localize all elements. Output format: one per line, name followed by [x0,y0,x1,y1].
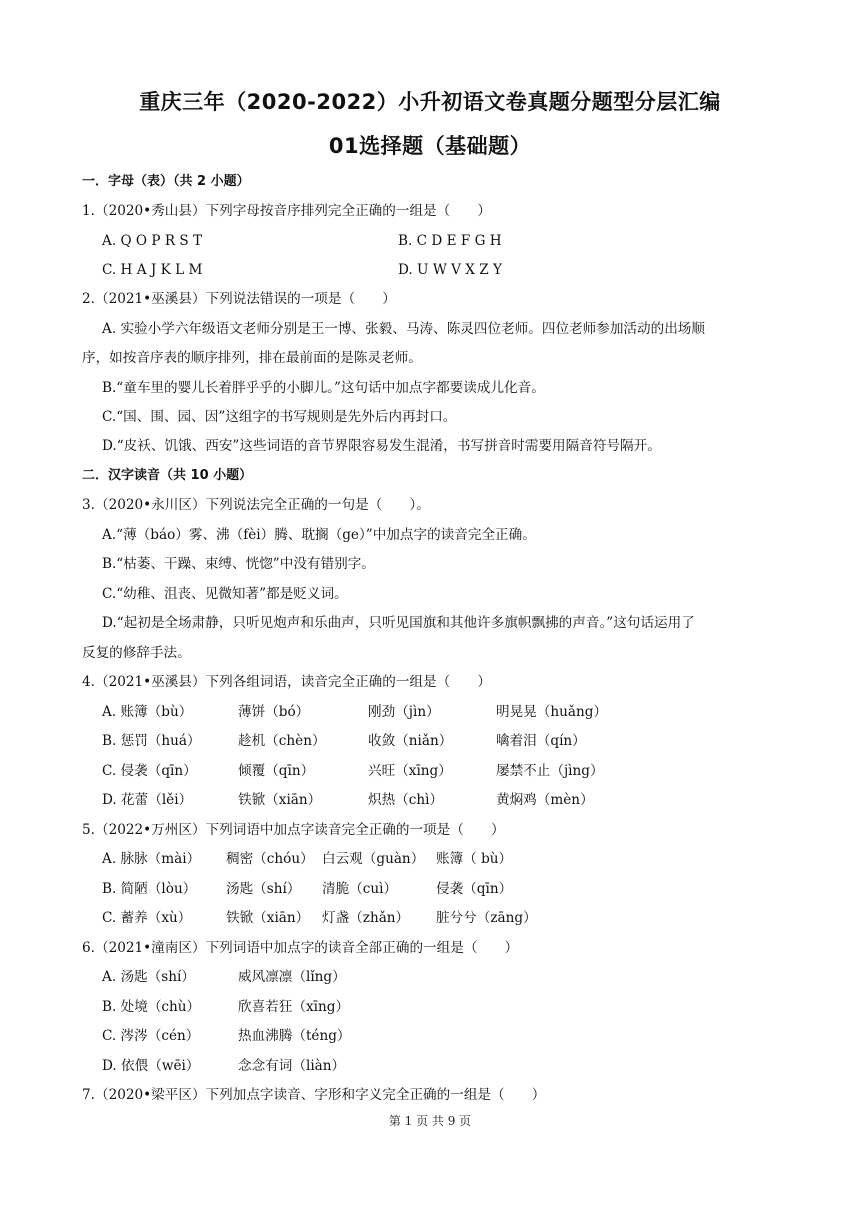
question-2-option-b: B.“童车里的婴儿长着胖乎乎的小脚儿。”这句话中加点字都要读成儿化音。 [102,380,545,396]
question-4-row-b-col4: 噙着泪（qín） [496,733,586,749]
question-5-row-c-col2: 铁锨（xiān） [226,910,310,926]
question-4-row-c-col1: C. 侵袭（qīn） [102,763,197,779]
question-3-option-d-line1: D.“起初是全场肃静，只听见炮声和乐曲声，只听见国旗和其他许多旗帜飘拂的声音。”这句话运用了 [102,615,695,631]
document-subtitle: 01选择题（基础题） [328,134,532,158]
question-6-row-a-col1: A. 汤匙（shí） [102,969,195,985]
question-5-row-c-col1: C. 蓄养（xù） [102,910,192,926]
question-2-stem: 2.（2021•巫溪县）下列说法错误的一项是（ ） [82,291,396,307]
question-5-row-a-col2: 稠密（chóu） [226,851,314,867]
question-5-row-b-col4: 侵袭（qīn） [436,881,513,897]
question-4-row-d-col1: D. 花蕾（lěi） [102,792,193,808]
question-4-row-b-col3: 收敛（niǎn） [368,733,453,749]
question-4-row-a-col2: 薄饼（bó） [238,704,310,720]
question-6-row-d-col1: D. 依偎（wēi） [102,1058,200,1074]
section-heading-letters: 一．字母（表）（共 2 小题） [82,174,250,189]
question-4-row-a-col3: 刚劲（jìn） [368,704,440,720]
question-4-row-a-col4: 明晃晃（huǎng） [496,704,608,720]
question-5-row-b-col3: 清脆（cuì） [322,881,398,897]
question-6-row-b-col1: B. 处境（chù） [102,999,201,1015]
question-5-stem: 5.（2022•万州区）下列词语中加点字读音完全正确的一项是（ ） [82,822,505,838]
question-6-stem: 6.（2021•潼南区）下列词语中加点字的读音全部正确的一组是（ ） [82,940,519,956]
question-5-row-c-col3: 灯盏（zhǎn） [322,910,410,926]
question-4-row-a-col1: A. 账簿（bù） [102,704,193,720]
question-1-option-d: D. U W V X Z Y [398,262,503,278]
page-footer: 第 1 页 共 9 页 [388,1114,472,1128]
question-4-row-c-col4: 屡禁不止（jìng） [496,763,604,779]
question-4-row-b-col2: 趁机（chèn） [238,733,326,749]
question-3-option-d-line2: 反复的修辞手法。 [82,645,191,661]
question-4-stem: 4.（2021•巫溪县）下列各组词语，读音完全正确的一组是（ ） [82,674,492,690]
question-6-row-c-col1: C. 涔涔（cén） [102,1028,200,1044]
question-5-row-c-col4: 脏兮兮（zāng） [436,910,537,926]
question-4-row-c-col3: 兴旺（xīng） [368,763,452,779]
section-heading-pronunciation: 二．汉字读音（共 10 小题） [82,468,253,483]
question-2-option-a-line1: A. 实验小学六年级语文老师分别是王一博、张毅、马涛、陈灵四位老师。四位老师参加活动的出场顺 [102,321,705,337]
question-5-row-a-col1: A. 脉脉（mài） [102,851,201,867]
question-6-row-a-col2: 威风凛凛（lǐng） [238,969,346,985]
question-3-stem: 3.（2020•永川区）下列说法完全正确的一句是（ ）。 [82,497,430,513]
question-6-row-c-col2: 热血沸腾（téng） [238,1028,351,1044]
question-5-row-a-col3: 白云观（guàn） [322,851,425,867]
question-6-row-b-col2: 欣喜若狂（xīng） [238,999,350,1015]
question-2-option-c: C.“国、围、园、因”这组字的书写规则是先外后内再封口。 [102,409,457,425]
question-5-row-a-col4: 账簿（ bù） [436,851,513,867]
question-1-option-c: C. H A J K L M [102,262,203,278]
question-4-row-b-col1: B. 惩罚（huá） [102,733,201,749]
question-3-option-c: C.“幼稚、沮丧、见微知著”都是贬义词。 [102,586,348,602]
question-7-stem: 7.（2020•梁平区）下列加点字读音、字形和字义完全正确的一组是（ ） [82,1087,546,1103]
question-5-row-b-col1: B. 简陋（lòu） [102,881,197,897]
question-5-row-b-col2: 汤匙（shí） [226,881,301,897]
question-4-row-d-col3: 炽热（chì） [368,792,444,808]
question-1-option-b: B. C D E F G H [398,233,502,249]
question-1-stem: 1.（2020•秀山县）下列字母按音序排列完全正确的一组是（ ） [82,203,492,219]
question-6-row-d-col2: 念念有词（liàn） [238,1058,346,1074]
question-4-row-c-col2: 倾覆（qīn） [238,763,315,779]
question-4-row-d-col4: 黄焖鸡（mèn） [496,792,594,808]
question-1-option-a: A. Q O P R S T [102,233,203,249]
question-4-row-d-col2: 铁锨（xiān） [238,792,322,808]
document-title: 重庆三年（2020-2022）小升初语文卷真题分题型分层汇编 [139,90,721,114]
question-3-option-a: A.“薄（báo）雾、沸（fèi）腾、耽搁（ge）”中加点字的读音完全正确。 [102,527,536,543]
question-2-option-d: D.“皮袄、饥饿、西安”这些词语的音节界限容易发生混淆，书写拼音时需要用隔音符号隔开。 [102,438,661,454]
question-3-option-b: B.“枯萎、干躁、束缚、恍惚”中没有错别字。 [102,556,375,572]
question-2-option-a-line2: 序，如按音序表的顺序排列，排在最前面的是陈灵老师。 [82,350,422,366]
